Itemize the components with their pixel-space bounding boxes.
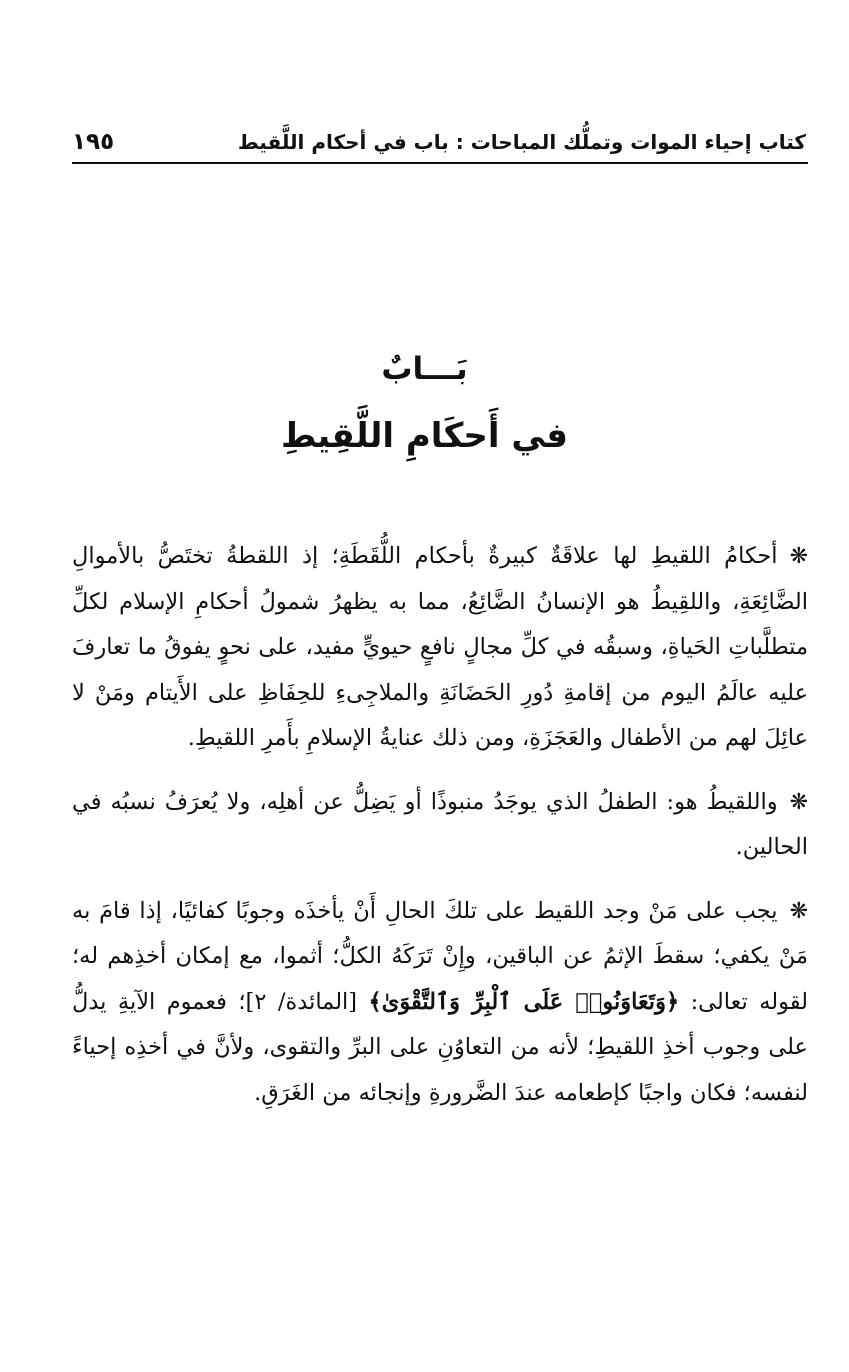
paragraph-text: أحكامُ اللقيطِ لها علاقَةٌ كبيرةٌ بأحكام اللُّقَطَةِ؛ إذ اللقطةُ تختَصُّ بالأموالِ الضَّائِعَةِ، واللقِيطُ هو الإنسانُ الضَّائِعُ، مما به يظهرُ شمولُ أحكامِ الإسلام لكلِّ متطلَّباتِ الحَياةِ، وسبقُه في كلِّ مجالٍ نافعٍ حيويٍّ مفيد، على نحوٍ يفوقُ ما تعارفَ عليه عالَمُ اليوم من إقامةِ دُورِ الحَضَانَةِ والملاجِىءِ للحِفَاظِ على الأَيتام ومَنْ لا عائِلَ لهم من الأطفال والعَجَزَةِ، ومن ذلك عنايةُ الإسلامِ بأَمرِ اللقيطِ. <box>72 543 808 751</box>
chapter-label: بَـــابٌ <box>381 351 468 387</box>
paragraph <box>72 780 808 871</box>
header-divider <box>72 162 808 164</box>
body-text <box>72 534 808 1116</box>
page-number: ١٩٥ <box>72 129 115 155</box>
quran-verse: ﴿وَتَعَاوَنُوا۟ عَلَى ٱلْبِرِّ وَٱلتَّقْوَىٰ﴾ <box>368 988 680 1015</box>
paragraph <box>72 534 808 762</box>
paragraph-text: يجب على مَنْ وجد اللقيط على تلكَ الحالِ أَنْ يأخذَه وجوبًا كفائيًا، إذا قامَ به مَنْ يكفي؛ سقطَ الإثمُ عن الباقين، وإِنْ تَرَكَهُ الكلُّ؛ أثموا، مع إمكان أخذِهم له؛ لقوله تعالى: <box>72 897 808 1015</box>
paragraph-bullet-icon: ❋ <box>789 789 808 815</box>
paragraph-text: واللقيطُ هو: الطفلُ الذي يوجَدُ منبوذًا أو يَضِلُّ عن أهلِه، ولا يُعرَفُ نسبُه في الحالين. <box>72 788 808 860</box>
paragraph-bullet-icon: ❋ <box>789 544 808 569</box>
running-title: كتاب إحياء الموات وتملُّك المباحات : باب في أحكام اللَّقيط <box>237 130 806 154</box>
paragraph <box>72 889 808 1117</box>
running-header <box>72 118 806 158</box>
chapter-title: في أَحكَامِ اللَّقِيطِ <box>280 416 568 456</box>
paragraph-text: [المائدة/ ٢]؛ فعموم الآيةِ يدلُّ على وجوب أخذِ اللقيطِ؛ لأنه من التعاوُنِ على البرِّ والتقوى، ولأنَّ في أخذِه إحياءً لنفسه؛ فكان واجبًا كإطعامه عندَ الضَّرورةِ وإنجائه من الغَرَقِ. <box>72 988 808 1106</box>
paragraph-bullet-icon: ❋ <box>789 898 808 924</box>
